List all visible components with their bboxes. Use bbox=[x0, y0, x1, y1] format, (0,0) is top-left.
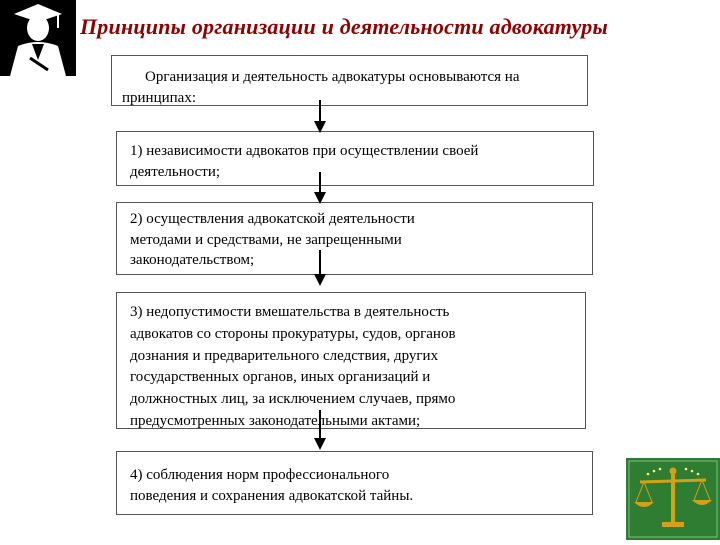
principle-box-1 bbox=[116, 131, 594, 186]
graduate-logo-icon bbox=[0, 0, 76, 76]
principle-line: дознания и предварительного следствия, других bbox=[130, 347, 439, 364]
scales-of-justice-icon bbox=[626, 458, 720, 540]
principle-line: государственных органов, иных организаций и bbox=[130, 369, 431, 386]
down-arrow-icon bbox=[314, 410, 326, 450]
principle-box-2 bbox=[116, 202, 593, 275]
principle-line: должностных лиц, за исключением случаев, прямо bbox=[130, 391, 456, 408]
intro-box bbox=[111, 55, 588, 106]
principle-line: 3) недопустимости вмешательства в деятельность bbox=[130, 304, 450, 320]
down-arrow-icon bbox=[314, 172, 326, 204]
principle-line: методами и средствами, не запрещенными bbox=[130, 231, 402, 248]
intro-line: Организация и деятельность адвокатуры основываются на bbox=[145, 69, 520, 85]
page-title: Принципы организации и деятельности адвокатуры bbox=[80, 14, 608, 39]
principle-line: деятельности; bbox=[130, 163, 221, 180]
principle-line: 1) независимости адвокатов при осуществлении своей bbox=[130, 143, 479, 159]
principle-line: предусмотренных законодательными актами; bbox=[130, 412, 421, 429]
principle-line: поведения и сохранения адвокатской тайны. bbox=[130, 487, 414, 504]
principle-line: адвокатов со стороны прокуратуры, судов, органов bbox=[130, 325, 456, 342]
principle-line: 4) соблюдения норм профессионального bbox=[130, 467, 390, 483]
principle-line: законодательством; bbox=[130, 252, 255, 268]
principle-box-3 bbox=[116, 292, 586, 429]
intro-line: принципах: bbox=[122, 89, 196, 106]
down-arrow-icon bbox=[314, 100, 326, 133]
principle-box-4 bbox=[116, 451, 593, 515]
principle-line: 2) осуществления адвокатской деятельности bbox=[130, 211, 415, 227]
down-arrow-icon bbox=[314, 250, 326, 286]
